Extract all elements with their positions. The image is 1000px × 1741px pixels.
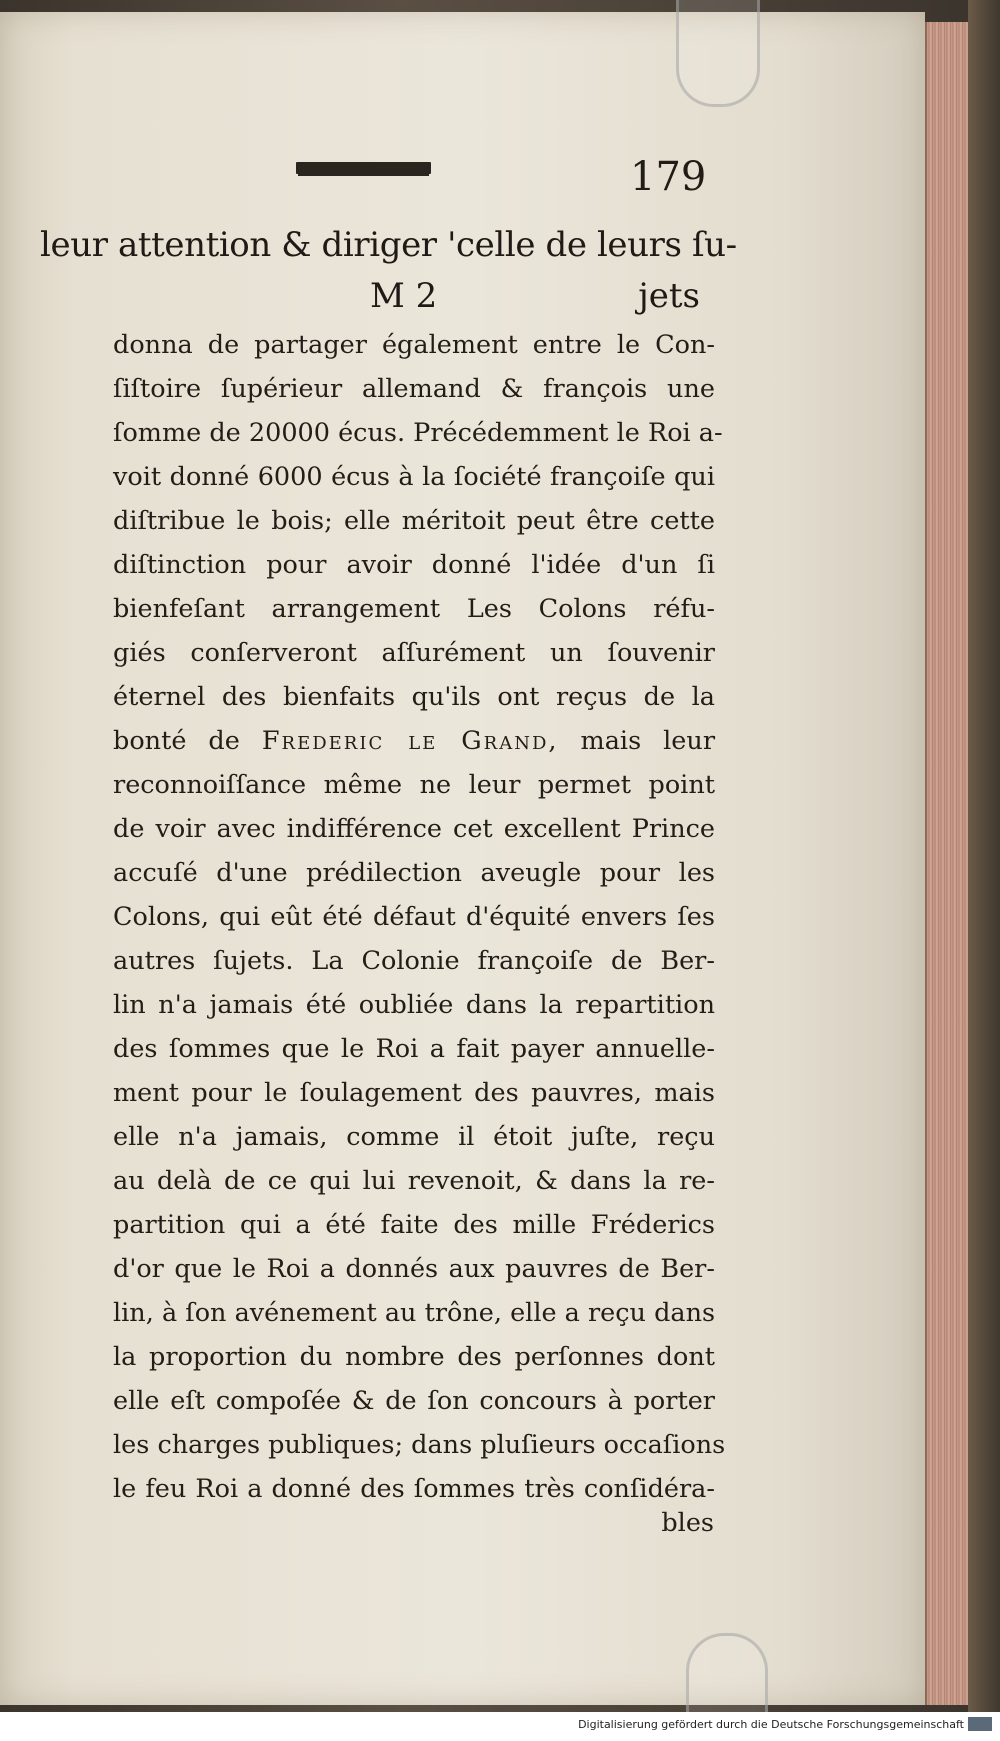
text-line: lin, à ſon avénement au trône, elle a reçu dans — [113, 1298, 716, 1328]
text-line: partition qui a été faite des mille Fréderics — [113, 1210, 715, 1240]
body-text — [113, 323, 726, 1511]
text-line: voit donné 6000 écus à la ſociété françoiſe qui — [113, 462, 715, 492]
text-line: les charges publiques; dans pluſieurs occaſions — [113, 1430, 726, 1460]
text-line: ment pour le ſoulagement des pauvres, mais — [113, 1078, 715, 1108]
page-number: 179 — [630, 154, 707, 200]
text-line: la proportion du nombre des perſonnes dont — [113, 1342, 715, 1372]
text-line: au delà de ce qui lui revenoit, & dans la re- — [113, 1166, 715, 1196]
funding-credit: Digitalisierung gefördert durch die Deutsche Forschungsgemeinschaft — [578, 1718, 964, 1731]
text-line: accuſé d'une prédilection aveugle pour les — [113, 858, 715, 888]
text-line: elle eſt compoſée & de ſon concours à porter — [113, 1386, 715, 1416]
dfg-logo — [968, 1717, 992, 1731]
text-line: éternel des bienfaits qu'ils ont reçus de la — [113, 682, 715, 712]
text-line: Colons, qui eût été défaut d'équité envers ſes — [113, 902, 715, 932]
book-cover-edge — [968, 0, 1000, 1741]
running-head-line: leur attention & diriger 'celle de leurs ſu- — [40, 225, 737, 265]
text-line: bienfeſant arrangement Les Colons réfu- — [113, 594, 715, 624]
catchword-bottom: bles — [661, 1508, 714, 1538]
text-line-with-name — [113, 719, 715, 763]
decorative-rule — [296, 162, 431, 174]
royal-name: Frederic le Grand, — [261, 726, 559, 756]
signature-mark: M 2 — [370, 276, 438, 316]
text-line: reconnoiſſance même ne leur permet point — [113, 770, 715, 800]
text-line: lin n'a jamais été oubliée dans la repartition — [113, 990, 715, 1020]
page-clip-top — [676, 0, 760, 107]
text-segment: bonté de — [113, 726, 240, 756]
text-line: elle n'a jamais, comme il étoit juſte, reçu — [113, 1122, 715, 1152]
text-line: le feu Roi a donné des ſommes très conſidéra- — [113, 1474, 715, 1504]
text-line: autres ſujets. La Colonie françoiſe de Ber- — [113, 946, 715, 976]
text-line: ſomme de 20000 écus. Précédemment le Roi a- — [113, 418, 723, 448]
catchword-top: jets — [638, 276, 700, 316]
text-segment: mais leur — [580, 726, 716, 756]
text-line: de voir avec indifférence cet excellent Prince — [113, 814, 715, 844]
text-line: des ſommes que le Roi a fait payer annuelle- — [113, 1034, 715, 1064]
text-line: diſtinction pour avoir donné l'idée d'un ſi — [113, 550, 715, 580]
text-line: donna de partager également entre le Con- — [113, 330, 715, 360]
text-line: ſiſtoire ſupérieur allemand & françois une — [113, 374, 715, 404]
text-line: d'or que le Roi a donnés aux pauvres de Ber- — [113, 1254, 715, 1284]
text-line: diſtribue le bois; elle méritoit peut être cette — [113, 506, 715, 536]
text-line: giés conſerveront aſſurément un ſouvenir — [113, 638, 715, 668]
